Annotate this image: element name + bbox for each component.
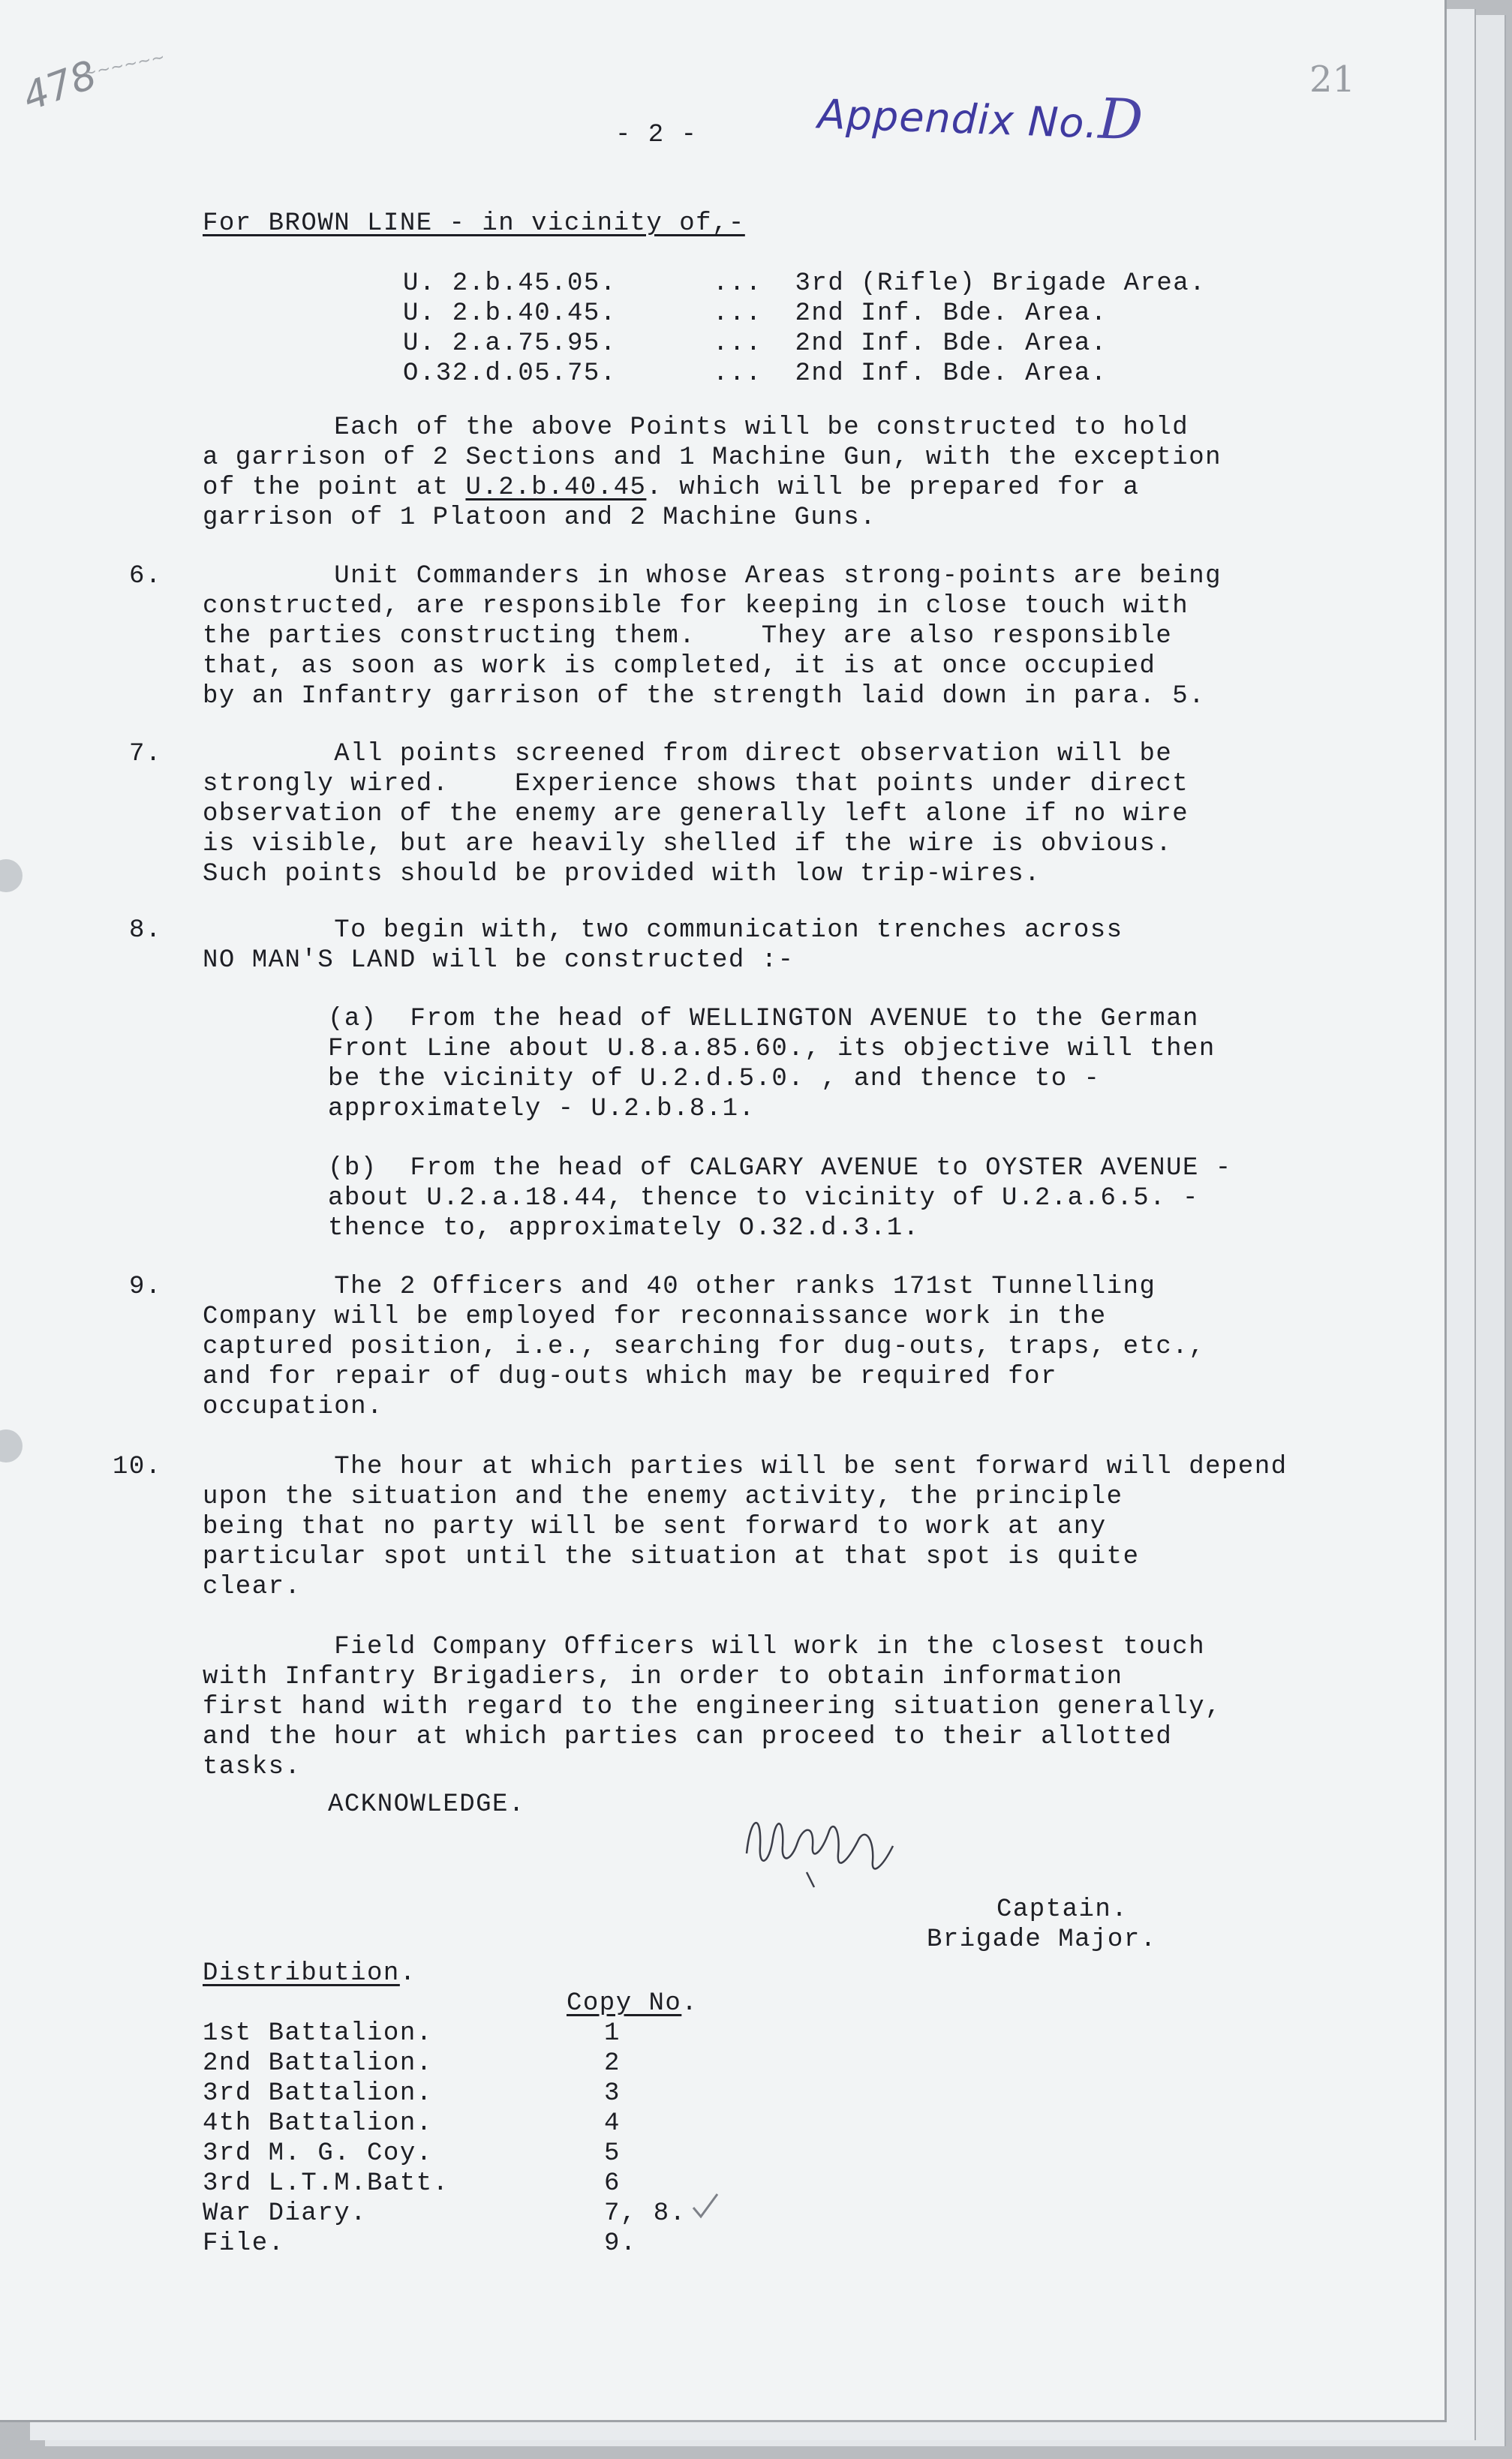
brown-line-para-line: a garrison of 2 Sections and 1 Machine Gun, with the exception [203,443,1222,472]
distribution-recipient: 1st Battalion. [203,2019,433,2048]
sub-item-line: (a) From the head of WELLINGTON AVENUE to the German [328,1005,1199,1033]
paragraph-line: Field Company Officers will work in the closest touch [203,1633,1206,1661]
signatory-rank: Captain. [996,1895,1129,1924]
brown-line-para-line: garrison of 1 Platoon and 2 Machine Guns. [203,504,877,532]
brown-line-para-line [203,473,1140,503]
brown-line-para-text: of the point at [203,473,466,502]
sub-item-line: approximately - U.2.b.8.1. [328,1095,756,1123]
paragraph-line: particular spot until the situation at that spot is quite [203,1543,1140,1571]
paragraph-line: Company will be employed for reconnaissance work in the [203,1303,1107,1331]
distribution-heading [203,1958,416,1989]
paragraph-line: NO MAN'S LAND will be constructed :- [203,946,795,975]
copy-no-heading [567,1989,698,2019]
distribution-copy-number: 7, 8. [604,2199,687,2228]
grid-ref: U. 2.a.75.95. [403,329,617,358]
distribution-recipient: War Diary. [203,2199,368,2228]
distribution-copy-number: 4 [604,2109,621,2138]
paragraph-line: All points screened from direct observation will be [203,740,1173,768]
paragraph-number: 9. [129,1273,162,1301]
paragraph-number: 8. [129,916,162,945]
paragraph-line: constructed, are responsible for keeping in close touch with [203,592,1189,621]
paragraph-line: To begin with, two communication trenches across [203,916,1123,945]
paragraph-line: clear. [203,1573,302,1601]
distribution-recipient: 2nd Battalion. [203,2049,433,2078]
paragraph-line: Unit Commanders in whose Areas strong-points are being [203,562,1222,591]
grid-ref: U. 2.b.45.05. [403,269,617,298]
paragraph-number: 10. [113,1453,162,1481]
paragraph-line: with Infantry Brigadiers, in order to obtain information [203,1663,1123,1691]
paragraph-line: and the hour at which parties can proceed to their allotted [203,1723,1173,1751]
brown-line-para-text: . which will be prepared for a [646,473,1140,502]
distribution-recipient: 3rd L.T.M.Batt. [203,2169,449,2198]
distribution-copy-number: 2 [604,2049,621,2078]
paragraph-line: occupation. [203,1393,383,1421]
distribution-copy-number: 5 [604,2139,621,2168]
brown-line-heading: For BROWN LINE - in vicinity of,- [203,209,745,238]
brown-line-para-line: Each of the above Points will be constructed to hold [203,413,1189,442]
paragraph-line: that, as soon as work is completed, it is at once occupied [203,652,1156,681]
punch-hole [0,1429,23,1462]
paragraph-line: strongly wired. Experience shows that points under direct [203,770,1189,798]
distribution-copy-number: 9. [604,2229,637,2258]
paragraph-line: upon the situation and the enemy activity, the principle [203,1483,1123,1511]
distribution-recipient: 4th Battalion. [203,2109,433,2138]
copy-no-heading-text: Copy No [567,1989,682,2018]
sub-item-line: thence to, approximately O.32.d.3.1. [328,1214,920,1243]
distribution-recipient: File. [203,2229,285,2258]
distribution-copy-number: 1 [604,2019,621,2048]
distribution-heading-punct: . [399,1959,416,1988]
folio-number: 21 [1309,59,1356,101]
sub-item-line: about U.2.a.18.44, thence to vicinity of U.2.a.6.5. - [328,1184,1199,1213]
appendix-letter: D [1097,86,1145,153]
appendix-stamp [817,77,1145,152]
signature [739,1801,919,1891]
paragraph-line: being that no party will be sent forward to work at any [203,1513,1107,1541]
sub-item-line: (b) From the head of CALGARY AVENUE to OYSTER AVENUE - [328,1154,1232,1183]
paragraph-line: captured position, i.e., searching for dug-outs, traps, etc., [203,1333,1206,1361]
paragraph-line: The 2 Officers and 40 other ranks 171st Tunnelling [203,1273,1156,1301]
pencil-reference: 478 [17,52,103,121]
check-mark-icon [690,2191,720,2221]
area-label: ... 3rd (Rifle) Brigade Area. [713,269,1207,298]
paragraph-number: 7. [129,740,162,768]
paragraph-line: tasks. [203,1753,302,1781]
paragraph-line: first hand with regard to the engineering situation generally, [203,1693,1222,1721]
underlined-grid-ref: U.2.b.40.45 [465,473,647,502]
copy-no-heading-punct: . [681,1989,699,2018]
grid-ref: U. 2.b.40.45. [403,299,617,328]
paragraph-line: observation of the enemy are generally left alone if no wire [203,800,1189,828]
signatory-title: Brigade Major. [927,1925,1157,1954]
sub-item-line: Front Line about U.8.a.85.60., its objective will then [328,1035,1216,1063]
sub-item-line: be the vicinity of U.2.d.5.0. , and thence to - [328,1065,1101,1093]
paragraph-line: Such points should be provided with low trip-wires. [203,860,1042,888]
paragraph-line: The hour at which parties will be sent forward will depend [203,1453,1288,1481]
paragraph-line: by an Infantry garrison of the strength laid down in para. 5. [203,682,1206,711]
area-label: ... 2nd Inf. Bde. Area. [713,299,1108,328]
distribution-copy-number: 3 [604,2079,621,2108]
paragraph-line: and for repair of dug-outs which may be required for [203,1363,1057,1391]
paragraph-line: the parties constructing them. They are also responsible [203,622,1173,651]
paragraph-number: 6. [129,562,162,591]
distribution-copy-number: 6 [604,2169,621,2198]
page-number: - 2 - [615,121,698,149]
acknowledge: ACKNOWLEDGE. [328,1790,525,1819]
pencil-scribble: ~~~~~~ [81,47,167,84]
area-label: ... 2nd Inf. Bde. Area. [713,329,1108,358]
distribution-recipient: 3rd Battalion. [203,2079,433,2108]
paragraph-line: is visible, but are heavily shelled if the wire is obvious. [203,830,1173,858]
area-label: ... 2nd Inf. Bde. Area. [713,359,1108,388]
grid-ref: O.32.d.05.75. [403,359,617,388]
distribution-heading-text: Distribution [203,1959,400,1988]
appendix-stamp-label: Appendix No. [816,90,1099,148]
punch-hole [0,859,23,892]
distribution-recipient: 3rd M. G. Coy. [203,2139,433,2168]
